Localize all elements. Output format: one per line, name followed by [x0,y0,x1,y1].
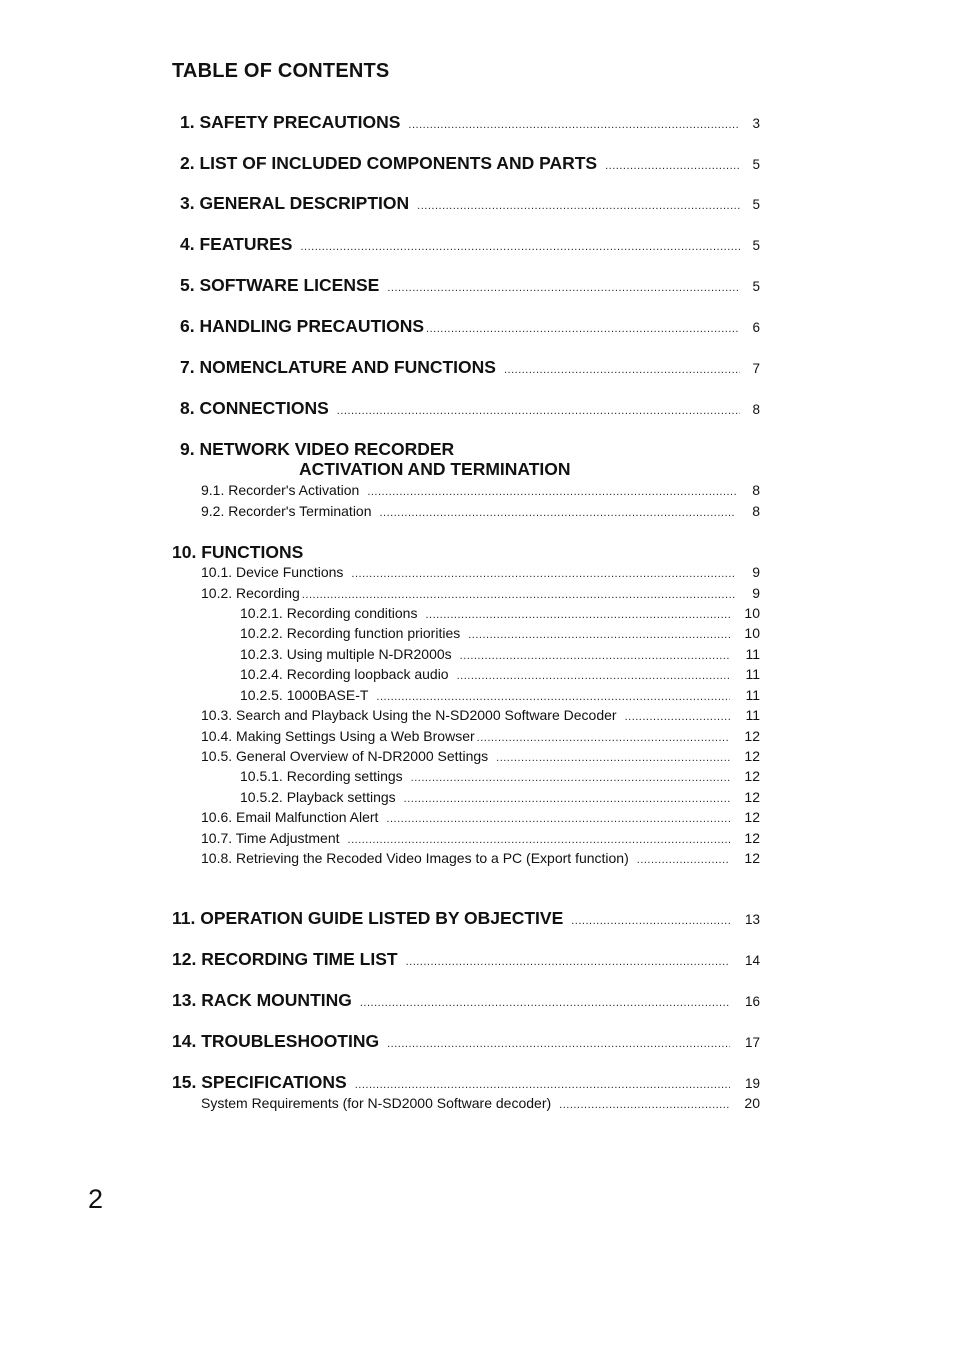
toc-subentry[interactable] [201,707,760,723]
toc-entry-page: 12 [744,728,760,744]
leader-dots [417,200,740,212]
toc-subentry[interactable] [201,809,760,825]
toc-subentry[interactable] [240,666,760,682]
toc-entry-page: 6 [752,320,760,335]
toc-entry[interactable] [180,234,760,255]
section-10-heading[interactable]: 10. FUNCTIONS [172,542,304,562]
toc-entry[interactable] [172,990,760,1011]
leader-dots [337,405,740,417]
toc-entry-page: 20 [744,1095,760,1111]
toc-entry-label: 14. TROUBLESHOOTING [172,1031,380,1051]
toc-entry-page: 12 [744,748,760,764]
toc-entry-page: 19 [744,1076,760,1091]
toc-entry[interactable] [180,275,760,296]
leader-dots [386,813,730,825]
toc-subentry[interactable] [240,789,760,805]
leader-dots [605,160,740,172]
toc-entry-label: 10.2.2. Recording function priorities [240,625,461,641]
toc-entry-label: 9.1. Recorder's Activation [201,482,360,498]
toc-entry-label: 5. SOFTWARE LICENSE [180,275,380,295]
toc-entry-page: 13 [744,912,760,927]
toc-subentry[interactable] [201,748,760,764]
leader-dots [559,1099,730,1111]
toc-entry[interactable] [172,949,760,970]
leader-dots [404,793,730,805]
leader-dots [411,772,730,784]
toc-subentry[interactable] [201,564,760,580]
toc-entry-page: 11 [745,707,760,723]
leader-dots [457,670,730,682]
leader-dots [367,486,736,498]
leader-dots [477,732,730,744]
toc-entry-page: 5 [752,157,760,172]
toc-entry-label: 13. RACK MOUNTING [172,990,352,1010]
leader-dots [637,854,730,866]
toc-entry[interactable] [180,316,760,337]
page-number: 2 [88,1184,104,1214]
toc-entry[interactable] [180,153,760,174]
toc-entry-page: 8 [752,402,760,417]
toc-entry-label: 10.5.2. Playback settings [240,789,396,805]
toc-entry-label: 10.8. Retrieving the Recoded Video Images to a PC (Export function) [201,850,629,866]
toc-subentry[interactable] [201,728,760,744]
toc-entry-page: 11 [745,646,760,662]
toc-entry-label: 10.2.1. Recording conditions [240,605,418,621]
leader-dots [460,650,730,662]
toc-title: TABLE OF CONTENTS [172,60,390,82]
leader-dots [348,834,730,846]
leader-dots [355,1079,730,1091]
toc-entry-page: 12 [744,768,760,784]
toc-entry[interactable] [172,1031,760,1052]
toc-entry-page: 5 [752,238,760,253]
toc-entry-label: 9.2. Recorder's Termination [201,503,372,519]
toc-subentry[interactable] [240,768,760,784]
leader-dots [504,364,740,376]
toc-subentry[interactable] [201,1095,760,1111]
toc-entry-page: 9 [752,564,760,580]
leader-dots [468,629,730,641]
leader-dots [360,997,730,1009]
leader-dots [625,711,730,723]
toc-entry[interactable] [180,112,760,133]
toc-entry-page: 11 [745,666,760,682]
toc-entry-page: 12 [744,809,760,825]
toc-subentry[interactable] [201,830,760,846]
leader-dots [406,956,730,968]
toc-entry-page: 9 [752,585,760,601]
toc-entry[interactable] [172,1072,760,1093]
toc-subentry[interactable] [201,503,760,519]
toc-entry-page: 3 [752,116,760,131]
toc-entry-label: 10.2.5. 1000BASE-T [240,687,369,703]
toc-entry[interactable] [180,193,760,214]
toc-entry-label: 1. SAFETY PRECAUTIONS [180,112,401,132]
toc-entry[interactable] [180,398,760,419]
leader-dots [380,507,737,519]
leader-dots [376,691,730,703]
leader-dots [302,589,736,601]
toc-entry-label: 8. CONNECTIONS [180,398,329,418]
toc-entry-page: 7 [752,361,760,376]
toc-entry-page: 11 [745,687,760,703]
section-9-heading-line2: ACTIVATION AND TERMINATION [299,459,571,479]
toc-entry-label: 10.3. Search and Playback Using the N-SD2000 Software Decoder [201,707,617,723]
toc-entry-page: 8 [752,482,760,498]
toc-entry-page: 12 [744,789,760,805]
toc-entry-label: 10.2. Recording [201,585,300,601]
leader-dots [496,752,730,764]
toc-entry-label: 2. LIST OF INCLUDED COMPONENTS AND PARTS [180,153,598,173]
toc-entry[interactable] [172,908,760,929]
toc-entry-label: 11. OPERATION GUIDE LISTED BY OBJECTIVE [172,908,564,928]
toc-entry-label: 10.4. Making Settings Using a Web Browser [201,728,475,744]
section-9-heading[interactable]: 9. NETWORK VIDEO RECORDER [180,439,455,459]
toc-entry-label: 10.1. Device Functions [201,564,344,580]
toc-entry-page: 10 [744,625,760,641]
toc-entry-label: 10.2.3. Using multiple N-DR2000s [240,646,452,662]
toc-subentry[interactable] [201,585,760,601]
toc-entry-page: 16 [744,994,760,1009]
toc-entry-label: System Requirements (for N-SD2000 Software decoder) [201,1095,552,1111]
leader-dots [408,119,740,131]
toc-entry-label: 10.7. Time Adjustment [201,830,340,846]
toc-entry-page: 5 [752,279,760,294]
toc-entry-label: 10.5. General Overview of N-DR2000 Settings [201,748,489,764]
toc-entry-page: 17 [744,1035,760,1050]
toc-entry-label: 10.2.4. Recording loopback audio [240,666,449,682]
toc-entry-label: 10.5.1. Recording settings [240,768,403,784]
leader-dots [300,241,740,253]
toc-entry-label: 4. FEATURES [180,234,293,254]
leader-dots [387,282,740,294]
toc-entry-page: 8 [752,503,760,519]
toc-entry-label: 12. RECORDING TIME LIST [172,949,398,969]
toc-entry-label: 3. GENERAL DESCRIPTION [180,193,410,213]
toc-entry-page: 14 [744,953,760,968]
leader-dots [351,568,736,580]
toc-entry-label: 10.6. Email Malfunction Alert [201,809,379,825]
toc-subentry[interactable] [201,850,760,866]
toc-entry[interactable] [180,357,760,378]
toc-entry-label: 7. NOMENCLATURE AND FUNCTIONS [180,357,496,377]
toc-subentry[interactable] [240,605,760,621]
toc-subentry[interactable] [201,482,760,498]
toc-subentry[interactable] [240,687,760,703]
leader-dots [571,915,730,927]
toc-entry-page: 12 [744,850,760,866]
toc-entry-label: 6. HANDLING PRECAUTIONS [180,316,425,336]
leader-dots [426,323,740,335]
toc-subentry[interactable] [240,625,760,641]
toc-entry-page: 12 [744,830,760,846]
leader-dots [425,609,730,621]
toc-entry-page: 5 [752,197,760,212]
toc-entry-label: 15. SPECIFICATIONS [172,1072,347,1092]
toc-entry-page: 10 [744,605,760,621]
leader-dots [387,1038,730,1050]
toc-subentry[interactable] [240,646,760,662]
